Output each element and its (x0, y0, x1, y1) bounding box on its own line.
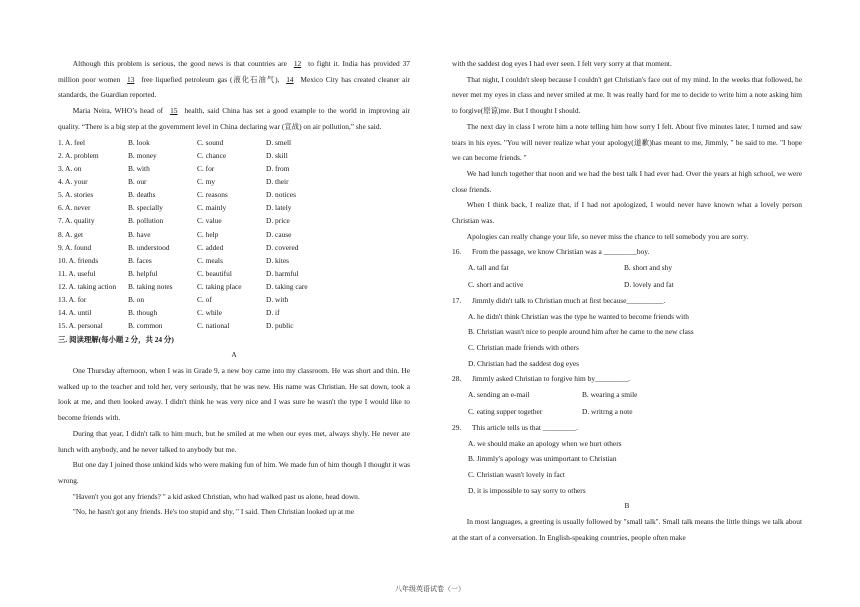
option-b: B. though (128, 308, 158, 318)
option-d: D. taking care (266, 282, 308, 292)
option-row (452, 387, 802, 403)
option-a: 12. A. taking action (58, 282, 117, 292)
option-d: D. with (266, 295, 289, 305)
option-b: B. on (128, 295, 145, 305)
option-d: D. public (266, 321, 294, 331)
option-a: 13. A. for (58, 295, 87, 305)
option-b: B. specially (128, 203, 163, 213)
passage-a-paragraph-8: The next day in class I wrote him a note telling him how sorry I felt. About five minutes later, I turned and saw tears in his eyes. "You will never realize what your apology(道歉)has meant to me, Jimmly, " he said to me. "I hope we can become friends. " (452, 121, 802, 163)
option-a: 3. A. on (58, 163, 82, 173)
option-row (452, 404, 802, 420)
cloze-options (58, 135, 410, 332)
option-c: C. added (197, 242, 224, 252)
option-a: A. he didn't think Christian was the type he wanted to become friends with (468, 311, 689, 321)
option-d: D. harmful (266, 268, 299, 278)
question-stem: This article tells us that _________. (472, 422, 578, 432)
option-c: C. meals (197, 255, 223, 265)
passage-a-label: A (231, 350, 237, 360)
option-c: C. reasons (197, 190, 228, 200)
passage-a-paragraph-9: We had lunch together that noon and we had the best talk I had ever had. Over the years at high school, we were close friends. (452, 168, 802, 194)
option-b: B. understood (128, 242, 170, 252)
question-stem: From the passage, we know Christian was a _________boy. (472, 247, 650, 257)
passage-a-paragraph-6: with the saddest dog eyes I had ever seen. I felt very sorry at that moment. (452, 59, 672, 68)
question-number: 28. (452, 374, 462, 384)
page-footer: 八年级英语试卷（一） (395, 585, 465, 593)
paragraph-cloze-1 (58, 56, 410, 103)
option-b: B. Christian wasn't nice to people around him after he came to the new class (468, 327, 694, 337)
text-segment: Mexico City has created cleaner air standards, the Guardian reported. (58, 74, 410, 100)
blank-15: 15 (170, 106, 178, 116)
option-d: D. lovely and fat (624, 279, 674, 289)
passage-a-paragraph-5: "No, he hasn't got any friends. He's too stupid and shy, " I said. Then Christian looked up at me (72, 507, 355, 517)
option-a: 8. A. get (58, 229, 84, 239)
option-a: 1. A. feel (58, 137, 86, 147)
option-c: C. help (197, 229, 219, 239)
option-row (58, 213, 410, 226)
option-d: D. it is impossible to say sorry to others (468, 485, 586, 495)
option-d: D. kites (266, 255, 289, 265)
text-segment: health, said China has set a good example to the world in improving air quality. “There is a big step at the government level in China declaring war (宣战) on air pollution,” she said. (58, 106, 410, 131)
passage-a-paragraph-4: "Haven't you got any friends? " a kid asked Christian, who had walked past us alone, head down. (72, 491, 360, 501)
option-row (58, 253, 410, 266)
passage-a-paragraph-11: Apologies can really change your life, so never miss the chance to tell somebody you are sorry. (466, 231, 749, 241)
option-row (452, 260, 802, 276)
option-d: D. skill (266, 150, 288, 160)
option-a: 4. A. your (58, 176, 88, 186)
blank-12: 12 (293, 59, 302, 68)
option-row (58, 318, 410, 331)
option-a: 11. A. useful (58, 268, 96, 278)
option-row (58, 174, 410, 187)
option-row (58, 187, 410, 200)
option-row (58, 200, 410, 213)
question-stem: Jimmly didn't talk to Christian much at first because__________. (472, 295, 666, 305)
option-b: B. money (128, 150, 157, 160)
option-d: D. cause (266, 229, 292, 239)
option-row (58, 161, 410, 174)
option-d: D. if (266, 308, 280, 318)
question-28 (452, 371, 802, 387)
passage-a-paragraph-1: One Thursday afternoon, when I was in Grade 9, a new boy came into my classroom. He was short and thin. He walked up to the teacher and told her, very seriously, that he was new. His name was Christian. He sat down, took a look at me, and then looked away. I didn't think he was very nice and I was sure he wasn't the type I would like to become friends with. (58, 366, 410, 423)
option-c: C. my (197, 176, 216, 186)
option-d: D. price (266, 216, 290, 226)
passage-a-paragraph-10: When I think back, I realize that, if I had not apologized, I would never have known what a lovely person Christian was. (452, 200, 802, 226)
passage-a-paragraph-2: During that year, I didn't talk to him much, but he smiled at me when our eyes met, always shyly. He never ate lunch with anybody, and he never talked to anybody but me. (58, 428, 410, 454)
option-a: A. sending an e-mail (468, 390, 530, 400)
option-b: B. common (128, 321, 163, 331)
option-d: D. their (266, 176, 289, 186)
option-a: A. tall and fat (468, 263, 509, 273)
section-title: 三. 阅读理解(每小题 2 分，共 24 分) (58, 334, 174, 344)
option-a: 6. A. never (58, 203, 91, 213)
option-b: B. taking notes (128, 282, 173, 292)
option-a: 14. A. until (58, 308, 92, 318)
option-row (58, 266, 410, 279)
option-c: C. short and active (468, 279, 524, 289)
passage-b-paragraph-1: In most languages, a greeting is usually followed by "small talk". Small talk means the little things we talk about at the start of a conversation. In English-speaking countries, people often make (452, 517, 802, 542)
option-d: D. smell (266, 137, 292, 147)
option-b: B. look (128, 137, 150, 147)
option-row (452, 277, 802, 293)
option-row (58, 148, 410, 161)
option-c: C. while (197, 308, 223, 318)
option-b: B. have (128, 229, 151, 239)
question-number: 16. (452, 247, 462, 257)
option-c: C. Christian made friends with others (468, 343, 579, 353)
question-number: 17. (452, 295, 462, 305)
blank-14: 14 (286, 74, 294, 84)
left-column (58, 56, 410, 520)
passage-a-paragraph-7: That night, I couldn't sleep because I couldn't get Christian's face out of my mind. In the weeks that followed, he never met my eyes in class and never smiled at me. It was really hard for me to decide to write him a note asking him to forgive(原谅)me. But I thought I should. (452, 74, 802, 116)
option-b: B. short and shy (624, 263, 673, 273)
option-c: C. national (197, 321, 230, 331)
option-b: B. deaths (128, 190, 156, 200)
option-a: 7. A. quality (58, 216, 95, 226)
option-b: B. wearing a smile (582, 390, 638, 400)
option-d: D. lately (266, 203, 292, 213)
question-stem: Jimmly asked Christian to forgive him by_________. (472, 374, 631, 384)
option-row (58, 279, 410, 292)
option-b: B. with (128, 163, 150, 173)
option-row (58, 227, 410, 240)
text-segment: to fight it. India has provided 37 million poor women (58, 59, 410, 84)
option-b: B. faces (128, 255, 152, 265)
right-column (452, 56, 802, 546)
option-c: C. sound (197, 137, 224, 147)
option-d: D. writrng a note (582, 406, 633, 416)
option-row (58, 240, 410, 253)
option-c: C. chance (197, 150, 227, 160)
text-segment: free liquefied petroleum gas (液化石油气), (141, 74, 280, 84)
option-row (58, 135, 410, 148)
option-c: C. of (197, 295, 212, 305)
option-c: C. taking place (197, 282, 242, 292)
option-c: C. for (197, 163, 215, 173)
option-b: B. Jimmly's apology was unimportant to Christian (468, 454, 617, 464)
option-a: 2. A. problem (58, 150, 99, 160)
option-a: 9. A. found (58, 242, 92, 252)
text-segment: Maria Neira, WHO’s head of (72, 106, 164, 116)
option-d: D. covered (266, 242, 299, 252)
question-number: 29. (452, 422, 462, 432)
option-c: C. Christian wasn't lovely in fact (468, 470, 565, 480)
option-d: D. notices (266, 190, 296, 200)
option-a: 15. A. personal (58, 321, 103, 331)
option-b: B. helpful (128, 268, 158, 278)
blank-13: 13 (127, 74, 135, 84)
question-17 (452, 293, 802, 309)
option-d: D. Christian had the saddest dog eyes (468, 358, 580, 368)
option-row (58, 292, 410, 305)
option-c: C. value (197, 216, 222, 226)
option-c: C. beautiful (197, 268, 232, 278)
question-16 (452, 244, 802, 260)
option-c: C. mainly (197, 203, 227, 213)
passage-b-label: B (624, 501, 630, 511)
option-a: A. we should make an apology when we hurt others (468, 438, 622, 448)
option-a: 5. A. stories (58, 190, 94, 200)
option-a: 10. A. friends (58, 255, 99, 265)
text-segment: Although this problem is serious, the good news is that countries are (72, 59, 287, 68)
passage-a-paragraph-3: But one day I joined those unkind kids who were making fun of him. We made fun of him though I thought it was wrong. (58, 460, 410, 485)
option-b: B. pollution (128, 216, 164, 226)
option-c: C. eating supper together (468, 406, 543, 416)
paragraph-cloze-2 (58, 103, 410, 134)
question-29 (452, 420, 802, 436)
option-d: D. from (266, 163, 290, 173)
option-row (58, 305, 410, 318)
option-b: B. our (128, 176, 147, 186)
